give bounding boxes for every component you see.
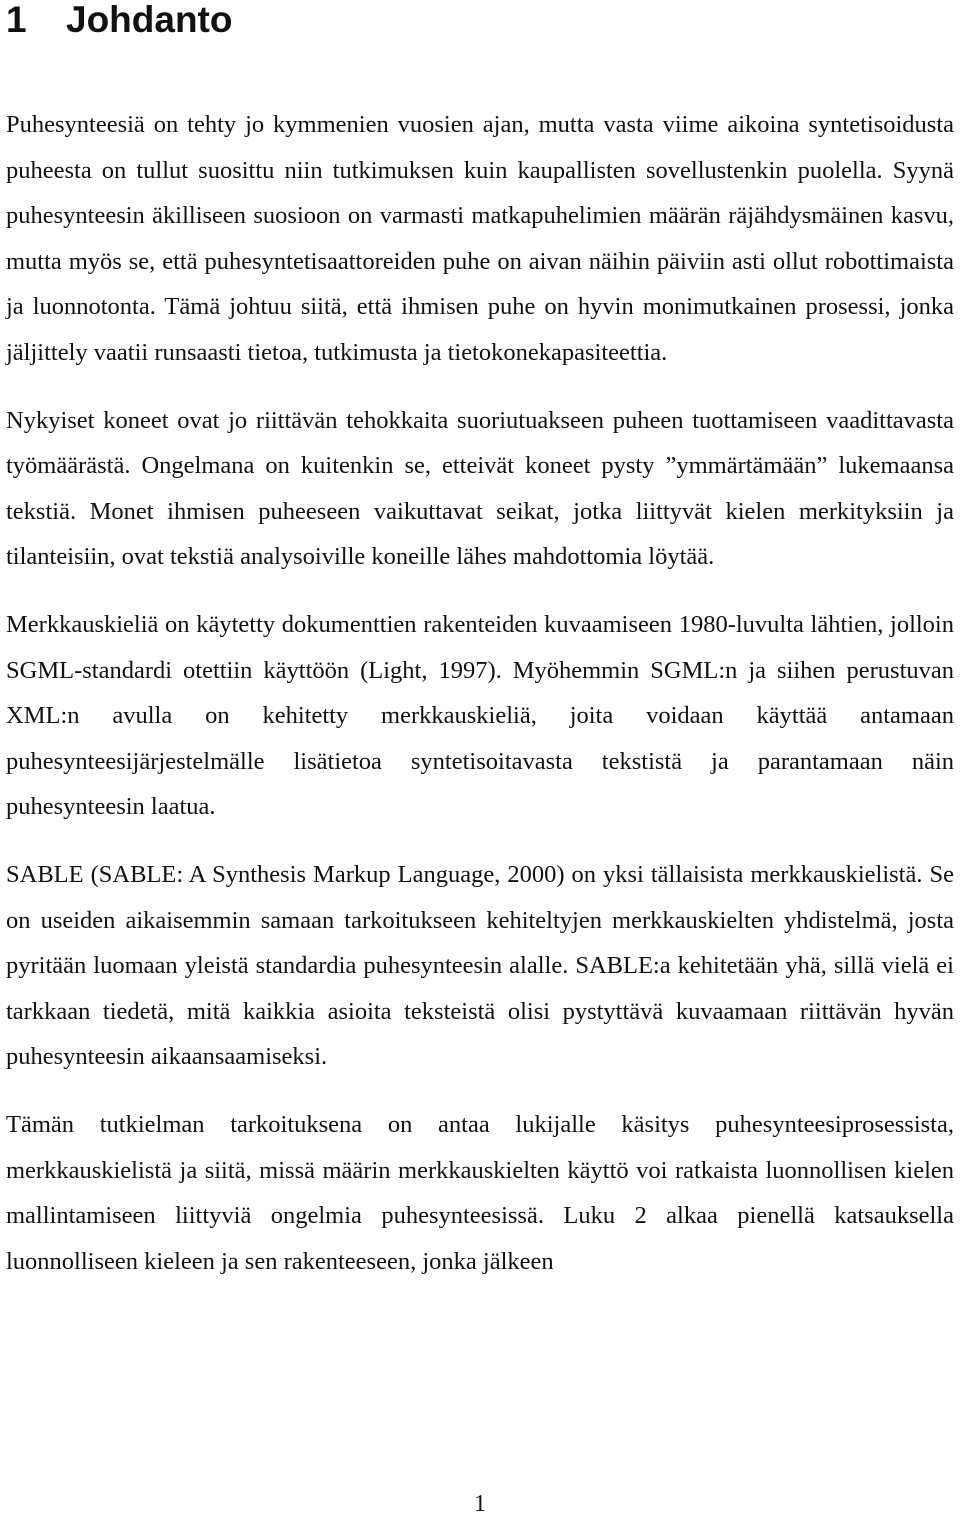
chapter-body [6,102,954,1284]
paragraph: Nykyiset koneet ovat jo riittävän tehokkaita suoriutuakseen puheen tuottamiseen vaadittavasta työmäärästä. Ongelmana on kuitenkin se, etteivät koneet pysty ”ymmärtämään” lukemaansa tekstiä. Monet ihmisen puheeseen vaikuttavat seikat, jotka liittyvät kielen merkityksiin ja tilanteisiin, ovat tekstiä analysoiville koneille lähes mahdottomia löytää. [6,406,954,570]
page-number: 1 [474,1491,486,1517]
paragraph: SABLE (SABLE: A Synthesis Markup Language, 2000) on yksi tällaisista merkkauskielistä. Se on useiden aikaisemmin samaan tarkoitukseen kehiteltyjen merkkauskielten yhdistelmä, josta pyritään luomaan yleistä standardia puhesynteesin alalle. SABLE:a kehitetään yhä, sillä vielä ei tarkkaan tiedetä, mitä kaikkia asioita teksteistä olisi pystyttävä kuvaamaan riittävän hyvän puhesynteesin aikaansaamiseksi. [6,861,954,1070]
paragraph: Puhesynteesiä on tehty jo kymmenien vuosien ajan, mutta vasta viime aikoina syntetisoidusta puheesta on tullut suosittu niin tutkimuksen kuin kaupallisten sovellustenkin puolella. Syynä puhesynteesin äkilliseen suosioon on varmasti matkapuhelimien määrän räjähdysmäinen kasvu, mutta myös se, että puhesyntetisaattoreiden puhe on aivan näihin päiviin asti ollut robottimaista ja luonnotonta. Tämä johtuu siitä, että ihmisen puhe on hyvin monimutkainen prosessi, jonka jäljittely vaatii runsaasti tietoa, tutkimusta ja tietokonekapasiteettia. [6,111,954,366]
chapter-heading [6,0,954,40]
chapter-title: Johdanto [66,0,233,40]
paragraph: Merkkauskieliä on käytetty dokumenttien rakenteiden kuvaamiseen 1980-luvulta lähtien, jolloin SGML-standardi otettiin käyttöön (Light, 1997). Myöhemmin SGML:n ja siihen perustuvan XML:n avulla on kehitetty merkkauskieliä, joita voidaan käyttää antamaan puhesynteesijärjestelmälle lisätietoa syntetisoitavasta tekstistä ja parantamaan näin puhesynteesin laatua. [6,611,954,820]
paragraph: Tämän tutkielman tarkoituksena on antaa lukijalle käsitys puhesynteesiprosessista, merkkauskielistä ja siitä, missä määrin merkkauskielten käyttö voi ratkaista luonnollisen kielen mallintamiseen liittyviä ongelmia puhesynteesissä. Luku 2 alkaa pienellä katsauksella luonnolliseen kieleen ja sen rakenteeseen, jonka jälkeen [6,1111,954,1275]
document-page [6,0,954,1520]
chapter-number: 1 [6,0,27,40]
